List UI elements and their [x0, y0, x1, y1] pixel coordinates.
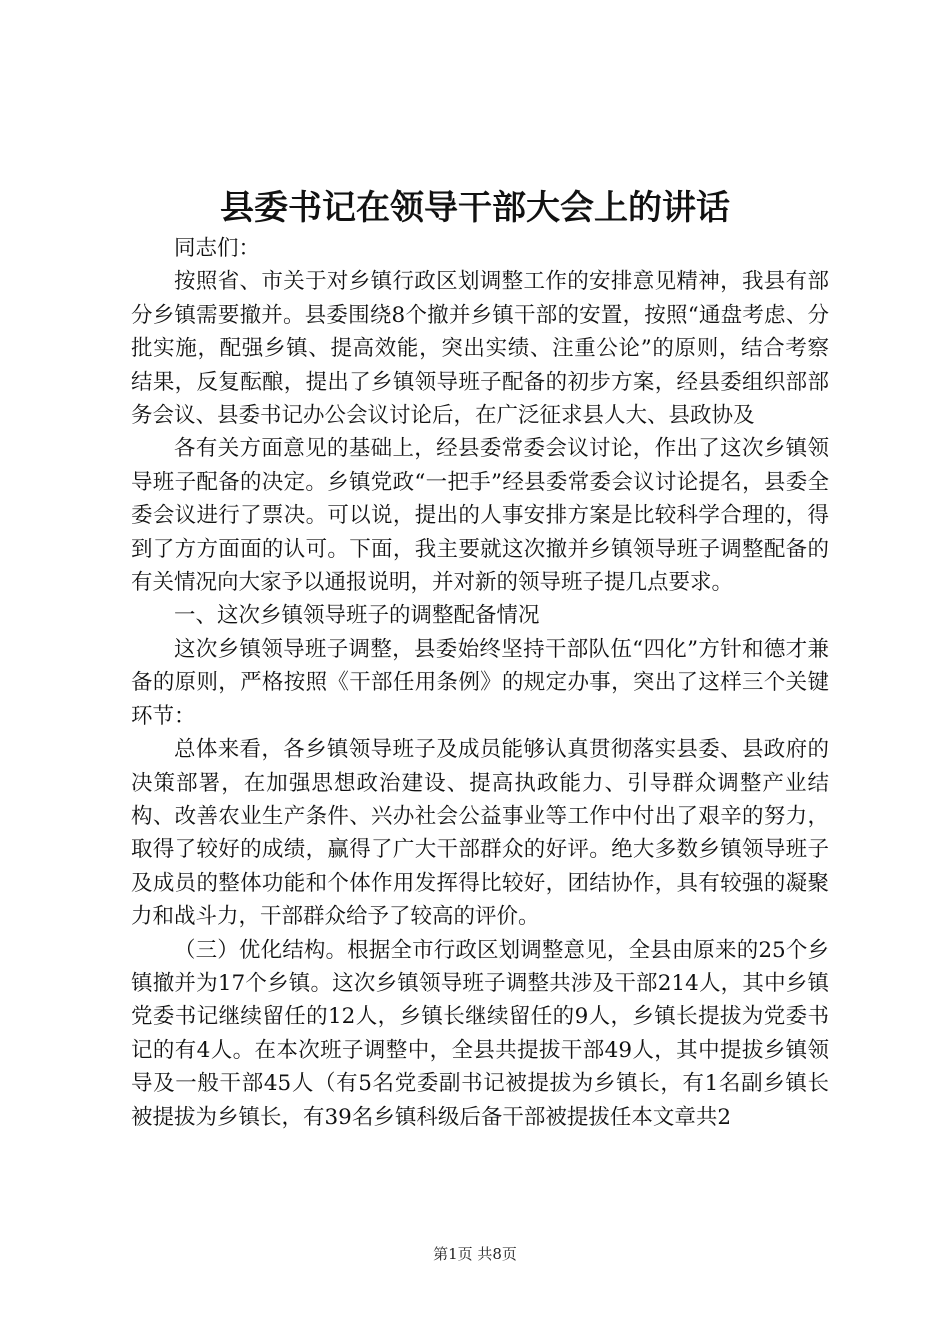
salutation: 同志们： [174, 236, 261, 261]
paragraph: （三）优化结构。根据全市行政区划调整意见，全县由原来的25个乡镇撤并为17个乡镇。这次乡镇领导班子调整共涉及干部214人，其中乡镇党委书记继续留任的12人，乡镇长继续留任的9人，乡镇长提拔为党委书记的有4人。在本次班子调整中，全县共提拔干部49人，其中提拔乡镇领导及一般干部45人（有5名党委副书记被提拔为乡镇长，有1名副乡镇长被提拔为乡镇长，有39名乡镇科级后备干部被提拔任本文章共2 [131, 937, 829, 1130]
page-footer: 第1页 共8页 [433, 1245, 517, 1263]
section-heading: 一、这次乡镇领导班子的调整配备情况 [174, 603, 540, 629]
document-body [131, 232, 829, 1134]
paragraph: 总体来看，各乡镇领导班子及成员能够认真贯彻落实县委、县政府的决策部署，在加强思想政治建设、提高执政能力、引导群众调整产业结构、改善农业生产条件、兴办社会公益事业等工作中付出了艰辛的努力，取得了较好的成绩，赢得了广大干部群众的好评。绝大多数乡镇领导班子及成员的整体功能和个体作用发挥得比较好，团结协作，具有较强的凝聚力和战斗力，干部群众给予了较高的评价。 [131, 737, 829, 930]
paragraph: 各有关方面意见的基础上，经县委常委会议讨论，作出了这次乡镇领导班子配备的决定。乡镇党政“一把手”经县委常委会议讨论提名，县委全委会议进行了票决。可以说，提出的人事安排方案是比较科学合理的，得到了方方面面的认可。下面，我主要就这次撤并乡镇领导班子调整配备的有关情况向大家予以通报说明，并对新的领导班子提几点要求。 [131, 436, 829, 596]
paragraph: 按照省、市关于对乡镇行政区划调整工作的安排意见精神，我县有部分乡镇需要撤并。县委围绕8个撤并乡镇干部的安置，按照“通盘考虑、分批实施，配强乡镇、提高效能，突出实绩、注重公论”的原则，结合考察结果，反复酝酿，提出了乡镇领导班子配备的初步方案，经县委组织部部务会议、县委书记办公会议讨论后，在广泛征求县人大、县政协及 [131, 269, 829, 429]
paragraph: 这次乡镇领导班子调整，县委始终坚持干部队伍“四化”方针和德才兼备的原则，严格按照《干部任用条例》的规定办事，突出了这样三个关键环节： [131, 636, 829, 729]
document-title: 县委书记在领导干部大会上的讲话 [220, 188, 730, 228]
